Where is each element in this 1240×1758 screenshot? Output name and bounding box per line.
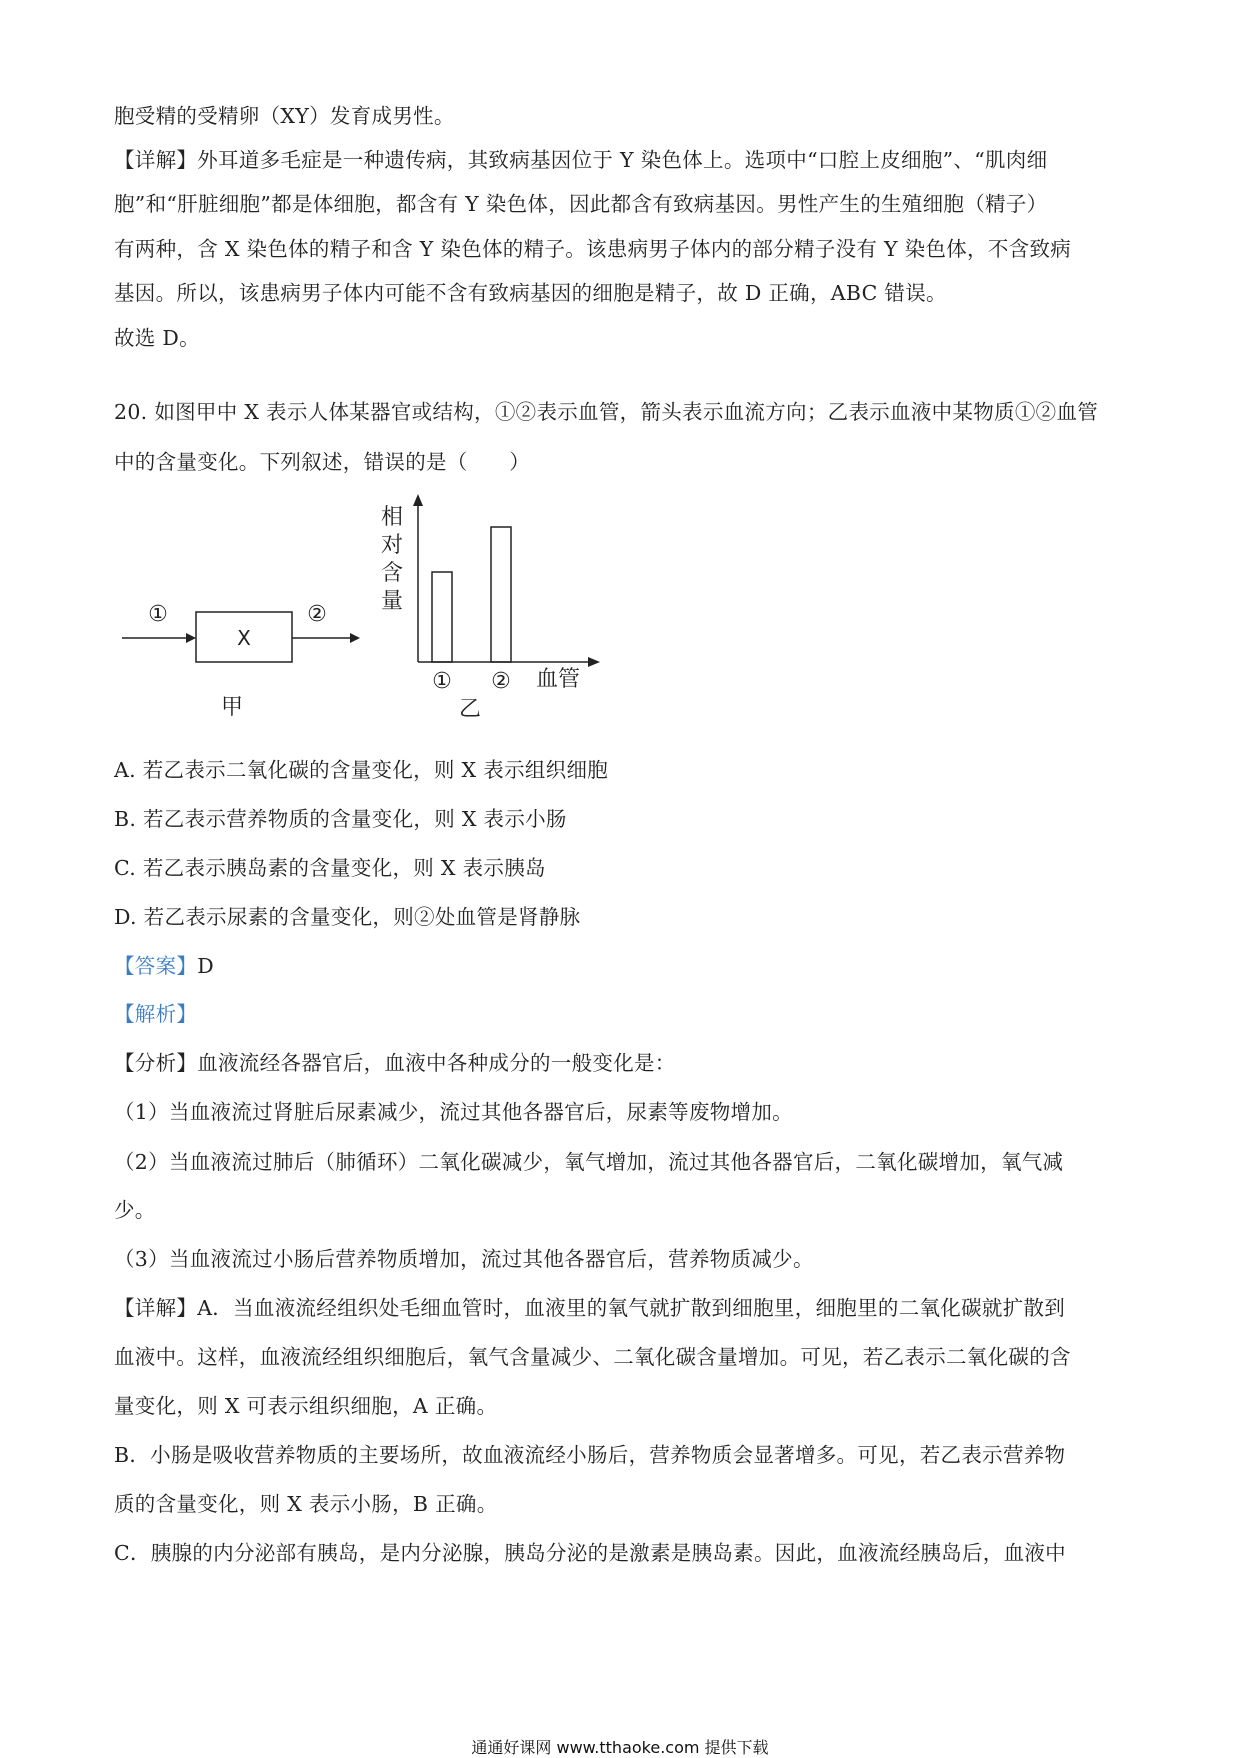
organ-label: X: [237, 626, 251, 650]
y-axis-label-char: 相: [380, 505, 404, 530]
text-line: C．胰腺的内分泌部有胰岛，是内分泌腺，胰岛分泌的是激素是胰岛素。因此，血液流经胰岛后，血液中: [114, 1541, 1066, 1565]
diagram-jia: [122, 602, 360, 720]
answer-value: D: [197, 954, 214, 978]
text-line: 量变化，则 X 可表示组织细胞，A 正确。: [114, 1394, 498, 1418]
text-line: 基因。所以，该患病男子体内可能不含有致病基因的细胞是精子，故 D 正确，ABC 错误。: [114, 281, 947, 305]
text-line: 胞”和“肝脏细胞”都是体细胞，都含有 Y 染色体，因此都含有致病基因。男性产生的生殖细胞（精子）: [114, 192, 1048, 216]
text-line: 胞受精的受精卵（XY）发育成男性。: [114, 104, 455, 128]
y-axis-label-char: 量: [380, 589, 404, 614]
text-line: 有两种，含 X 染色体的精子和含 Y 染色体的精子。该患病男子体内的部分精子没有 Y 染色体，不含致病: [114, 237, 1072, 261]
analysis-tag: 【解析】: [114, 1002, 198, 1026]
text-line: 质的含量变化，则 X 表示小肠，B 正确。: [114, 1492, 498, 1516]
vessel-2-label: ②: [307, 602, 327, 627]
text-line: 【分析】血液流经各器官后，血液中各种成分的一般变化是：: [114, 1051, 676, 1075]
x-tick-label: ①: [432, 669, 452, 694]
text-line: 血液中。这样，血液流经组织细胞后，氧气含量减少、二氧化碳含量增加。可见，若乙表示二氧化碳的含: [114, 1345, 1071, 1369]
question-20-stem: 中的含量变化。下列叙述，错误的是（ ）: [114, 450, 530, 474]
answer-tag: 【答案】: [114, 954, 198, 978]
page-footer: 通通好课网 www.tthaoke.com 提供下载: [471, 1738, 769, 1757]
bar-1: [432, 572, 452, 662]
option-c: C. 若乙表示胰岛素的含量变化，则 X 表示胰岛: [114, 856, 546, 880]
answer: [114, 952, 214, 980]
text-line: 故选 D。: [114, 326, 200, 350]
chart-yi: [381, 494, 600, 722]
y-axis-label-char: 含: [380, 561, 404, 586]
text-line: B．小肠是吸收营养物质的主要场所，故血液流经小肠后，营养物质会显著增多。可见，若乙表示营养物: [114, 1443, 1066, 1467]
y-axis-label-char: 对: [380, 533, 404, 558]
diagram-jia-caption: 甲: [220, 695, 244, 720]
x-axis-label: 血管: [535, 667, 581, 692]
text-line: （3）当血液流过小肠后营养物质增加，流过其他各器官后，营养物质减少。: [114, 1247, 814, 1271]
option-a: A. 若乙表示二氧化碳的含量变化，则 X 表示组织细胞: [114, 758, 609, 782]
text-line: 【详解】外耳道多毛症是一种遗传病，其致病基因位于 Y 染色体上。选项中“口腔上皮细胞”、“肌肉细: [114, 148, 1048, 172]
vessel-1-label: ①: [148, 602, 168, 627]
option-b: B. 若乙表示营养物质的含量变化，则 X 表示小肠: [114, 807, 567, 831]
option-d: D. 若乙表示尿素的含量变化，则②处血管是肾静脉: [114, 905, 581, 929]
chart-yi-caption: 乙: [458, 697, 482, 722]
x-tick-label: ②: [491, 669, 511, 694]
text-line: （2）当血液流过肺后（肺循环）二氧化碳减少，氧气增加，流过其他各器官后，二氧化碳增加，氧气减: [114, 1150, 1064, 1174]
text-line: （1）当血液流过肾脏后尿素减少，流过其他各器官后，尿素等废物增加。: [114, 1100, 793, 1124]
figure: [0, 490, 1240, 750]
text-line: 少。: [114, 1198, 156, 1222]
bar-2: [491, 527, 511, 662]
question-20-stem: 20. 如图甲中 X 表示人体某器官或结构，①②表示血管，箭头表示血流方向；乙表示血液中某物质①②血管: [114, 400, 1099, 424]
text-line: 【详解】A．当血液流经组织处毛细血管时，血液里的氧气就扩散到细胞里，细胞里的二氧化碳就扩散到: [114, 1296, 1066, 1320]
